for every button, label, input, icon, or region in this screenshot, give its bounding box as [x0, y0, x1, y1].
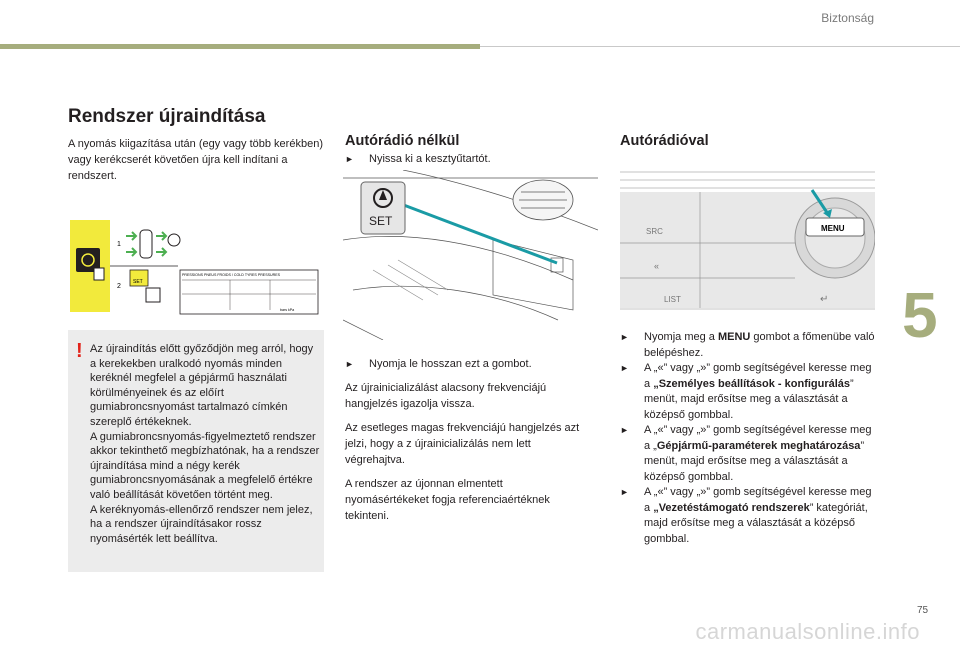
step-2-number: 2 — [117, 283, 121, 290]
seat-lines — [373, 260, 448, 300]
header-accent-bar — [0, 44, 480, 49]
menu-button-label: MENU — [821, 224, 845, 233]
info-icon — [94, 268, 104, 280]
page-title: Rendszer újraindítása — [68, 106, 266, 127]
radio-step-3: ► A „«” vagy „»” gomb segítségével keresse meg a „Gépjármű-paraméterek meghatározása” menüt, majd erősítse meg a választását a középső gombbal. — [620, 424, 872, 483]
bullet-arrow-icon: ► — [345, 359, 354, 369]
section-title: Biztonság — [821, 11, 874, 25]
tyre-label-figure — [70, 218, 320, 316]
paragraph-low-beep: Az újrainicializálást alacsony frekvenciájú hangjelzés igazolja vissza. — [345, 382, 547, 410]
glovebox-figure — [343, 170, 598, 340]
set-button-text: SET — [133, 279, 143, 285]
bullet-arrow-icon: ► — [620, 332, 629, 342]
warning-text — [90, 342, 320, 546]
intro-paragraph: A nyomás kiigazítása után (egy vagy több kerékben) vagy kerékcserét követően újra kell indítani a rendszert. — [68, 138, 323, 182]
list-button-label: LIST — [664, 295, 681, 304]
pressure-label-units: bars kPa — [280, 308, 295, 312]
warning-line-2: A gumiabroncsnyomás-figyelmeztető rendszer akkor tekinthető megbízhatónak, ha a rendszer újraindítása mind a négy kerék gumiabroncsnyomásának a megfelelő értékre való beállítását követően történt meg. — [90, 430, 320, 501]
page-number: 75 — [917, 605, 929, 616]
step-open-glovebox: ► Nyissa ki a kesztyűtartót. — [345, 152, 590, 168]
bullet-arrow-icon: ► — [620, 425, 629, 435]
warning-box — [68, 330, 324, 572]
radio-step-1: ► Nyomja meg a MENU gombot a főmenübe való belépéshez. — [620, 331, 875, 359]
bullet-arrow-icon: ► — [345, 154, 354, 164]
heading-with-radio: Autórádióval — [620, 133, 709, 149]
step-1-number: 1 — [117, 241, 121, 248]
pressure-label-title: PRESSIONS PNEUS FROIDS / COLD TYRES PRESSURES — [182, 273, 280, 277]
watermark-link[interactable]: carmanualsonline.info — [695, 619, 920, 644]
header-rule — [480, 46, 960, 47]
bullet-arrow-icon: ► — [620, 487, 629, 497]
radio-step-4: ► A „«” vagy „»” gomb segítségével keresse meg a „Vezetéstámogató rendszerek” kategóriát, majd erősítse meg a választását a középső gombbal. — [620, 486, 872, 545]
warning-line-3: A keréknyomás-ellenőrző rendszer nem jelez, ha a rendszer újraindításakor rossz nyomásérték lett beállítva. — [90, 503, 313, 545]
heading-without-radio: Autórádió nélkül — [345, 133, 460, 149]
air-vent-icon — [513, 180, 573, 220]
bullet-arrow-icon: ► — [620, 363, 629, 373]
radio-panel-figure — [620, 168, 875, 313]
warning-icon: ! — [76, 340, 83, 362]
src-button-label: SRC — [646, 227, 663, 236]
warning-line-1: Az újraindítás előtt győződjön meg arról, hogy a kerekekben uralkodó nyomás minden keréknél megfelel a gépjármű használati körülményeinek és az előírt gumiabroncsnyomást tartalmazó címkén szereplő értékeknek. — [90, 343, 314, 428]
paragraph-high-beep: Az esetleges magas frekvenciájú hangjelzés azt jelzi, hogy a z újrainicializálás nem lett végrehajtva. — [345, 422, 580, 466]
back-button-icon: ↵ — [820, 294, 829, 305]
step-press-button: ► Nyomja le hosszan ezt a gombot. — [345, 357, 590, 373]
radio-steps-list — [620, 330, 880, 547]
prev-button-icon: « — [654, 261, 660, 271]
chapter-number: 5 — [902, 279, 938, 351]
set-button-label: SET — [369, 214, 393, 228]
paragraph-reference: A rendszer az újonnan elmentett nyomásértékeket fogja referenciaértéknek tekinteni. — [345, 478, 550, 522]
radio-step-2: ► A „«” vagy „»” gomb segítségével keresse meg a „Személyes beállítások - konfigurálás” menüt, majd erősítse meg a választását a középső gombbal. — [620, 362, 872, 421]
